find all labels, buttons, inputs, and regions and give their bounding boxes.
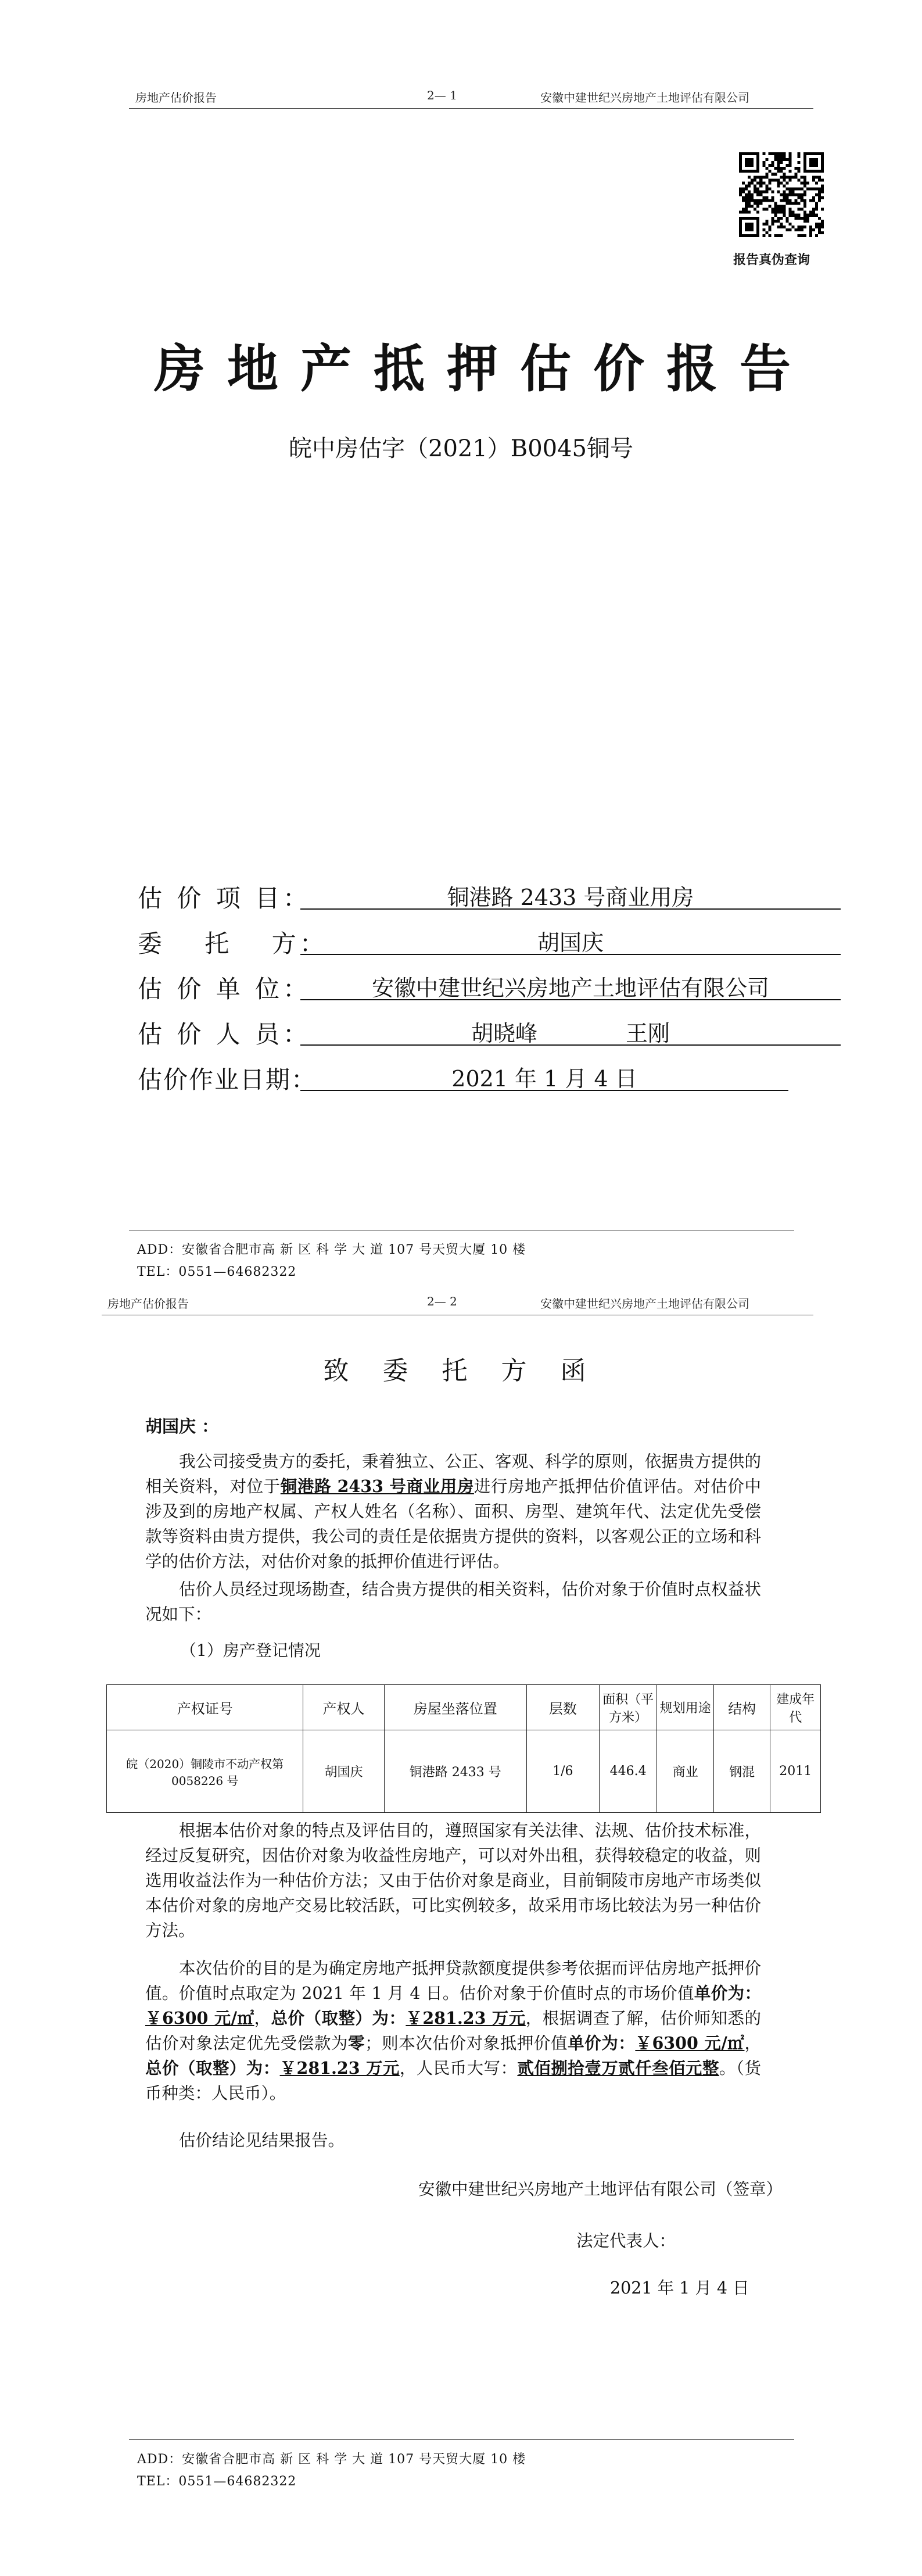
paragraph-inspection: 估价人员经过现场勘查，结合贵方提供的相关资料，估价对象于价值时点权益状况如下：	[145, 1580, 761, 1624]
field-label-appraiser-company: 估 价 单 位：	[138, 975, 311, 1003]
footer-address: ADD：安徽省合肥市高 新 区 科 学 大 道 107 号天贸大厦 10 楼	[137, 1243, 526, 1257]
paragraph-commission: 我公司接受贵方的委托，秉着独立、公正、客观、科学的原则，依据贵方提供的相关资料，对位于铜港路 2433 号商业用房进行房地产抵押估价值评估。对估价中涉及到的房地产权属、产权人姓名（名称）、面积、房型、建筑年代、法定优先受偿款等资料由贵方提供，我公司的责任是依据贵方提供的资料，以客观公正的立场和科学的估价方法，对估价对象的抵押价值进行评估。	[145, 1452, 761, 1571]
header-page-number: 2— 1	[427, 88, 457, 102]
salutation: 胡国庆 ：	[145, 1416, 219, 1436]
field-value-appraiser-company: 安徽中建世纪兴房地产土地评估有限公司	[371, 975, 769, 1001]
header-left: 房地产估价报告	[107, 1297, 189, 1311]
table-header-row	[107, 1685, 821, 1730]
signature-representative: 法定代表人：	[576, 2231, 676, 2251]
header-right: 安徽中建世纪兴房地产土地评估有限公司	[540, 91, 749, 105]
cell-area: 446.4	[599, 1730, 657, 1813]
table-row	[107, 1730, 821, 1813]
field-underline	[300, 1044, 841, 1046]
footer-tel: TEL：0551—64682322	[137, 2474, 297, 2489]
signature-date: 2021 年 1 月 4 日	[610, 2278, 749, 2298]
footer-tel: TEL：0551—64682322	[137, 1265, 297, 1279]
header-rule	[129, 108, 813, 109]
column-header: 面积（平方米）	[599, 1685, 657, 1730]
footer-rule	[129, 2439, 794, 2440]
qr-code-icon[interactable]	[739, 152, 824, 237]
column-header: 规划用途	[657, 1685, 713, 1730]
cell-owner: 胡国庆	[303, 1730, 384, 1813]
column-header: 建成年代	[770, 1685, 821, 1730]
column-header: 层数	[526, 1685, 599, 1730]
field-value-date: 2021 年 1 月 4 日	[451, 1066, 637, 1092]
letter-title: 致 委 托 方 函	[323, 1356, 599, 1386]
cell-structure: 钢混	[713, 1730, 770, 1813]
field-value-client: 胡国庆	[537, 930, 604, 956]
document-number: 皖中房估字（2021）B0045铜号	[289, 435, 633, 462]
column-header: 房屋坐落位置	[384, 1685, 526, 1730]
field-underline	[300, 1090, 788, 1091]
cell-usage: 商业	[657, 1730, 713, 1813]
field-underline	[300, 954, 841, 955]
header-page-number: 2— 2	[427, 1294, 457, 1308]
header-left: 房地产估价报告	[135, 91, 217, 105]
field-label-date: 估价作业日期：	[138, 1065, 317, 1094]
registration-table	[106, 1684, 821, 1813]
field-label-client: 委 托 方：	[138, 929, 328, 958]
field-underline	[300, 908, 841, 910]
field-value-appraisers: 胡晓峰 王刚	[471, 1021, 670, 1046]
cell-year: 2011	[770, 1730, 821, 1813]
column-header: 产权人	[303, 1685, 384, 1730]
section-registration: （1）房产登记情况	[180, 1641, 321, 1660]
paragraph-valuation: 本次估价的目的是为确定房地产抵押贷款额度提供参考依据而评估房地产抵押价值。价值时点取定为 2021 年 1 月 4 日。估价对象于价值时点的市场价值单价为：￥6300 元/㎡，总价（取整）为：￥281.23 万元，根据调查了解，估价师知悉的估价对象法定优先受偿款为零；则本次估价对象抵押价值单价为：￥6300 元/㎡，总价（取整）为：￥281.23 万元，人民币大写：贰佰捌拾壹万贰仟叁佰元整。（货币种类：人民币）。	[145, 1959, 761, 2103]
cell-location: 铜港路 2433 号	[384, 1730, 526, 1813]
column-header: 产权证号	[107, 1685, 303, 1730]
signature-company: 安徽中建世纪兴房地产土地评估有限公司（签章）	[418, 2180, 783, 2199]
paragraph-method: 根据本估价对象的特点及评估目的，遵照国家有关法律、法规、估价技术标准，经过反复研究，因估价对象为收益性房地产，可以对外出租，获得较稳定的收益，则选用收益法作为一种估价方法；又由于估价对象是商业，目前铜陵市房地产市场类似本估价对象的房地产交易比较活跃，可比实例较多，故采用市场比较法为另一种估价方法。	[145, 1821, 761, 1940]
field-label-appraisers: 估 价 人 员：	[138, 1020, 311, 1049]
footer-address: ADD：安徽省合肥市高 新 区 科 学 大 道 107 号天贸大厦 10 楼	[137, 2452, 526, 2467]
field-label-project: 估 价 项 目：	[138, 884, 311, 913]
report-title: 房地产抵押估价报告	[154, 338, 813, 399]
field-underline	[300, 999, 841, 1000]
cell-floors: 1/6	[526, 1730, 599, 1813]
field-value-project: 铜港路 2433 号商业用房	[447, 885, 694, 910]
header-right: 安徽中建世纪兴房地产土地评估有限公司	[540, 1297, 749, 1311]
paragraph-conclusion: 估价结论见结果报告。	[179, 2131, 345, 2150]
qr-caption: 报告真伪查询	[733, 252, 810, 267]
column-header: 结构	[713, 1685, 770, 1730]
cell-cert-number: 皖（2020）铜陵市不动产权第0058226 号	[107, 1730, 303, 1813]
